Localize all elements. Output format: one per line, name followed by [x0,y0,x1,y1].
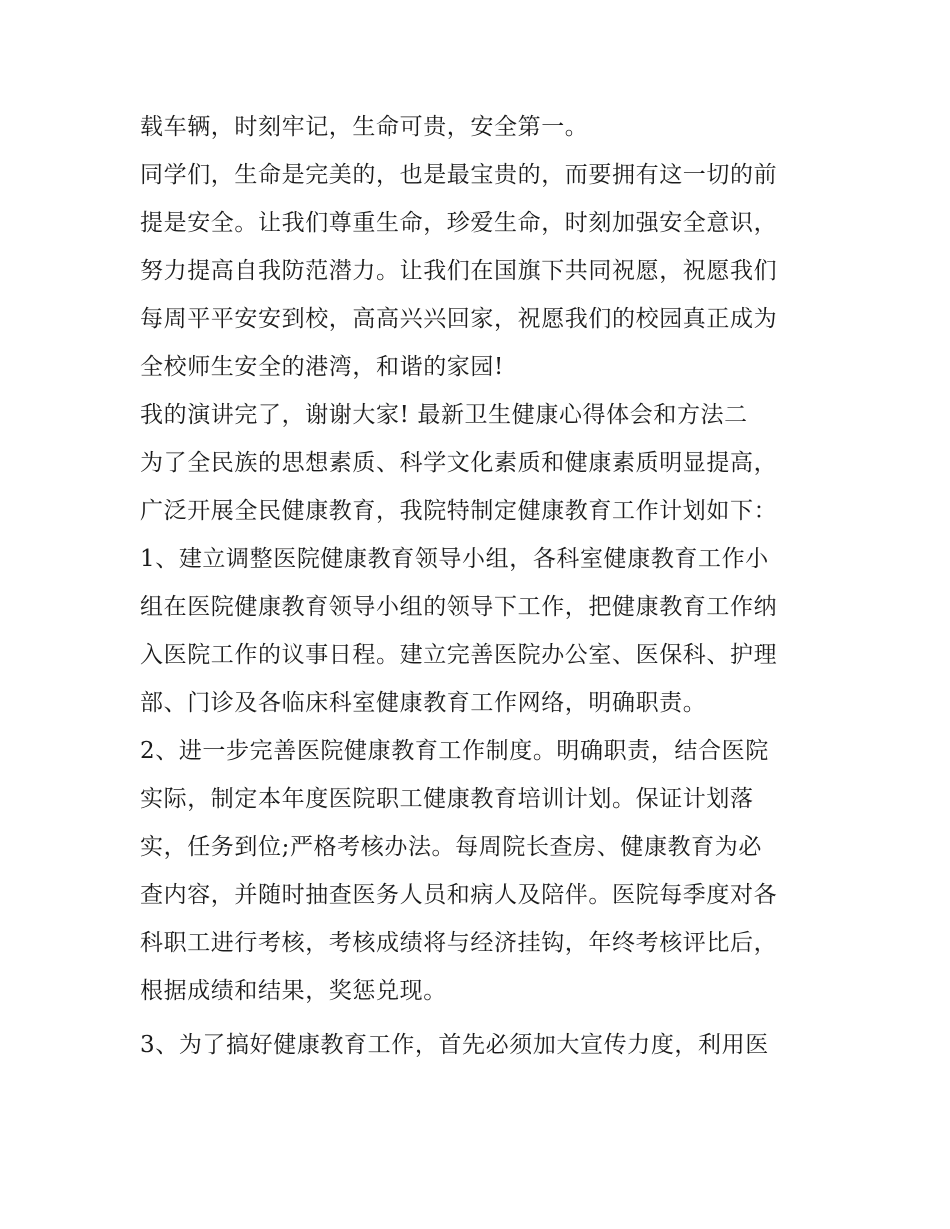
text-line: 根据成绩和结果，奖惩兑现。 [140,978,447,1004]
text-line: 提是安全。让我们尊重生命，珍爱生命，时刻加强安全意识， [140,210,778,236]
text-line: 2、进一步完善医院健康教育工作制度。明确职责，结合医院 [140,738,769,764]
text-line: 实，任务到位;严格考核办法。每周院长查房、健康教育为必 [140,834,762,860]
text-line: 努力提高自我防范潜力。让我们在国旗下共同祝愿，祝愿我们 [140,258,778,284]
text-line: 每周平平安安到校，高高兴兴回家，祝愿我们的校园真正成为 [140,306,778,332]
text-line: 实际，制定本年度医院职工健康教育培训计划。保证计划落 [140,786,754,812]
text-line: 我的演讲完了，谢谢大家! 最新卫生健康心得体会和方法二 [140,402,748,428]
document-body [140,103,830,1069]
text-line: 载车辆，时刻牢记，生命可贵，安全第一。 [140,114,589,140]
text-line: 1、建立调整医院健康教育领导小组，各科室健康教育工作小 [140,546,769,572]
text-line: 同学们，生命是完美的，也是最宝贵的，而要拥有这一切的前 [140,162,778,188]
text-line: 为了全民族的思想素质、科学文化素质和健康素质明显提高， [140,450,778,476]
text-line: 全校师生安全的港湾，和谐的家园! [140,354,504,380]
text-line: 组在医院健康教育领导小组的领导下工作，把健康教育工作纳 [140,594,778,620]
text-line: 部、门诊及各临床科室健康教育工作网络，明确职责。 [140,690,707,716]
text-line: 入医院工作的议事日程。建立完善医院办公室、医保科、护理 [140,642,778,668]
text-line: 查内容，并随时抽查医务人员和病人及陪伴。医院每季度对各 [140,882,778,908]
text-line: 3、为了搞好健康教育工作，首先必须加大宣传力度，利用医 [140,1032,769,1058]
text-line: 科职工进行考核，考核成绩将与经济挂钩，年终考核评比后， [140,930,778,956]
text-line: 广泛开展全民健康教育，我院特制定健康教育工作计划如下： [140,498,778,524]
